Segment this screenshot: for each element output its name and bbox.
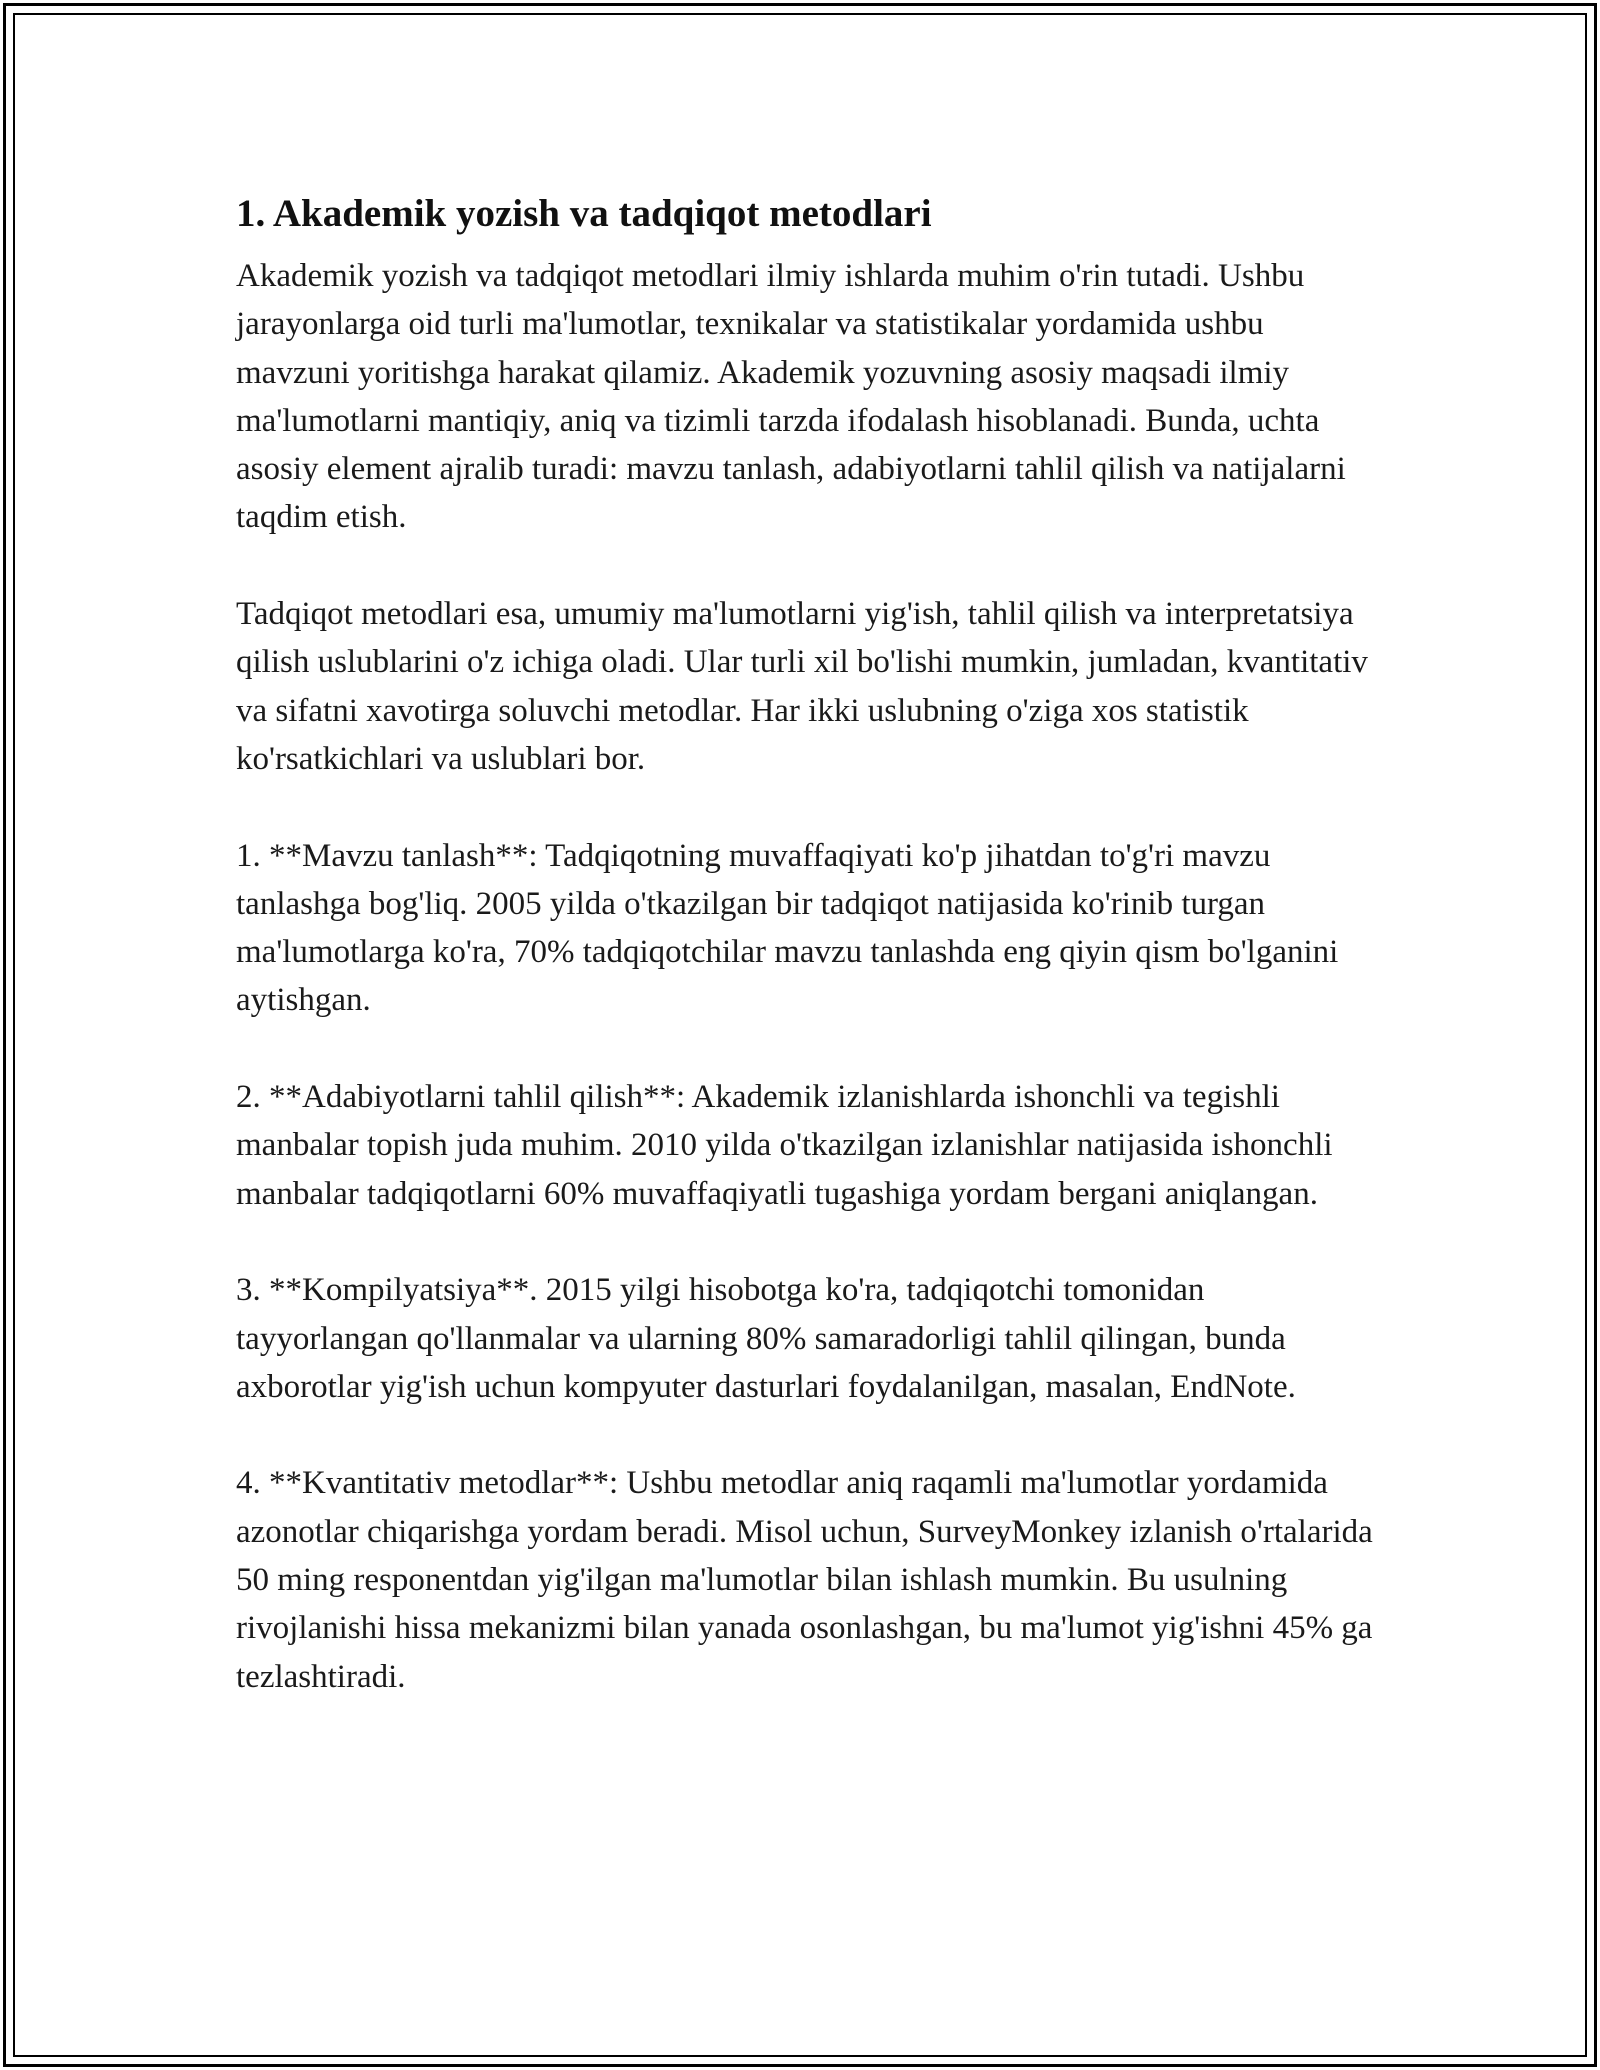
paragraph-intro: Akademik yozish va tadqiqot metodlari ilmiy ishlarda muhim o'rin tutadi. Ushbu jarayonlarga oid turli ma'lumotlar, texnikalar va statistikalar yordamida ushbu mavzuni yoritishga harakat qilamiz. Akademik yozuvning asosiy maqsadi ilmiy ma'lumotlarni mantiqiy, aniq va tizimli tarzda ifodalash hisoblanadi. Bunda, uchta asosiy element ajralib turadi: mavzu tanlash, adabiyotlarni tahlil qilish va natijalarni taqdim etish. xyxy=(236,258,1346,536)
document-title: 1. Akademik yozish va tadqiqot metodlari xyxy=(236,192,932,235)
paragraph-methods: Tadqiqot metodlari esa, umumiy ma'lumotlarni yig'ish, tahlil qilish va interpretatsiya qilish uslublarini o'z ichiga oladi. Ular turli xil bo'lishi mumkin, jumladan, kvantitativ va sifatni xavotirga soluvchi metodlar. Har ikki uslubning o'ziga xos statistik ko'rsatkichlari va uslublari bor. xyxy=(236,596,1368,777)
list-item-quantitative-methods: 4. **Kvantitativ metodlar**: Ushbu metodlar aniq raqamli ma'lumotlar yordamida azonotlar chiqarishga yordam beradi. Misol uchun, SurveyMonkey izlanish o'rtalarida 50 ming responentdan yig'ilgan ma'lumotlar bilan ishlash mumkin. Bu usulning rivojlanishi hissa mekanizmi bilan yanada osonlashgan, bu ma'lumot yig'ishni 45% ga tezlashtiradi. xyxy=(236,1465,1373,1695)
list-item-literature-review: 2. **Adabiyotlarni tahlil qilish**: Akademik izlanishlarda ishonchli va tegishli manbalar topish juda muhim. 2010 yilda o'tkazilgan izlanishlar natijasida ishonchli manbalar tadqiqotlarni 60% muvaffaqiyatli tugashiga yordam bergani aniqlangan. xyxy=(236,1079,1333,1212)
list-item-compilation: 3. **Kompilyatsiya**. 2015 yilgi hisobotga ko'ra, tadqiqotchi tomonidan tayyorlangan qo'llanmalar va ularning 80% samaradorligi tahlil qilingan, bunda axborotlar yig'ish uchun kompyuter dasturlari foydalanilgan, masalan, EndNote. xyxy=(236,1272,1296,1405)
list-item-topic-selection: 1. **Mavzu tanlash**: Tadqiqotning muvaffaqiyati ko'p jihatdan to'g'ri mavzu tanlashga bog'liq. 2005 yilda o'tkazilgan bir tadqiqot natijasida ko'rinib turgan ma'lumotlarga ko'ra, 70% tadqiqotchilar mavzu tanlashda eng qiyin qism bo'lganini aytishgan. xyxy=(236,837,1339,1019)
document-body xyxy=(236,186,1376,1701)
